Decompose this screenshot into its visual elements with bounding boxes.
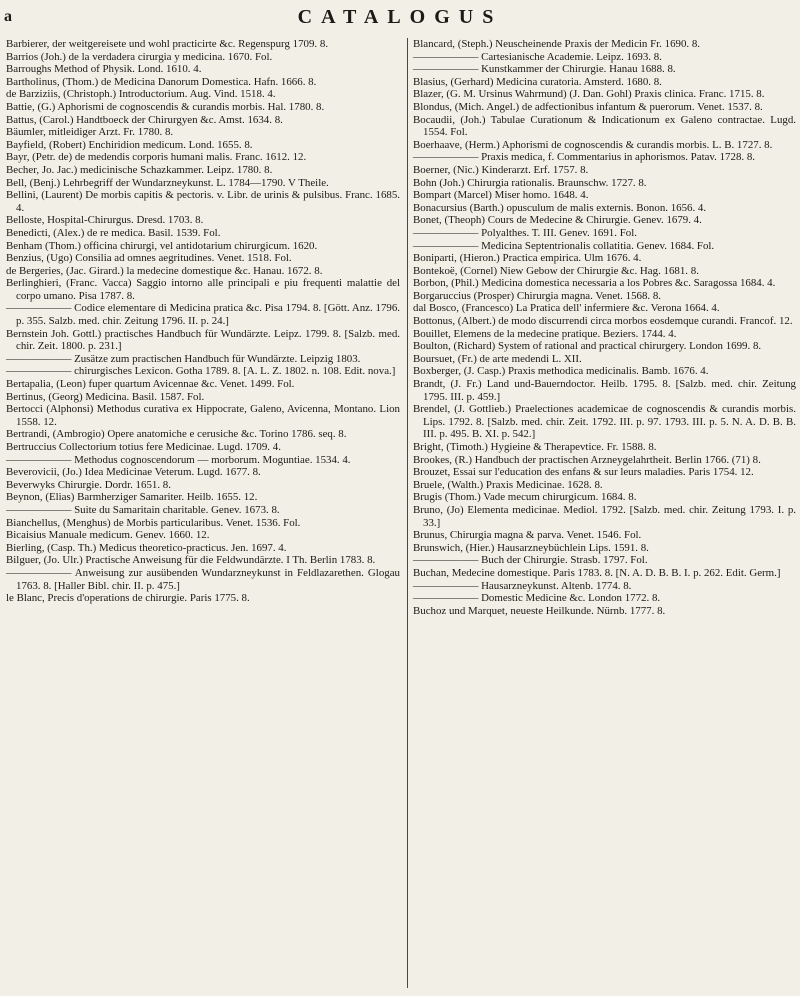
catalog-entry: Boniparti, (Hieron.) Practica empirica. Ulm 1676. 4. bbox=[413, 252, 642, 265]
catalog-entry: Bruele, (Walth.) Praxis Medicinae. 1628. 8. bbox=[413, 478, 603, 491]
catalog-entry: Bocaudii, (Joh.) Tabulae Curationum & Indicationum ex Galeno contractae. Lugd. 1554. Fol. bbox=[413, 113, 796, 139]
catalog-entry: Bianchellus, (Menghus) de Morbis particularibus. Venet. 1536. Fol. bbox=[6, 516, 301, 529]
catalog-entry: Brugis (Thom.) Vade mecum chirurgicum. 1684. 8. bbox=[413, 491, 637, 504]
catalog-entry: Becher, Jo. Jac.) medicinische Schazkammer. Leipz. 1780. 8. bbox=[6, 163, 273, 176]
catalog-entry: Brendel, (J. Gottlieb.) Praelectiones academicae de cognoscendis & curandis morbis. Lips. 1792. 8. [Salzb. med. chir. Zeit. 1792. III. p. 97. 1793. III. p. 5. N. A. D. B. B. III. p. 495. B. XI. p. 542.] bbox=[413, 403, 796, 441]
catalog-entry: —————— Cartesianische Academie. Leipz. 1693. 8. bbox=[413, 50, 662, 63]
catalog-entry: Bertruccius Collectorium totius fere Medicinae. Lugd. 1709. 4. bbox=[6, 441, 281, 453]
catalog-entry: Buchan, Medecine domestique. Paris 1783. 8. [N. A. D. B. B. I. p. 262. Edit. Germ.] bbox=[413, 566, 781, 579]
catalog-entry: Bottonus, (Albert.) de modo discurrendi circa morbos eosdemque curandi. Francof. 12. bbox=[413, 315, 793, 328]
catalog-entry: —————— Polyalthes. T. III. Genev. 1691. Fol. bbox=[413, 226, 637, 239]
catalog-entry: Benham (Thom.) officina chirurgi, vel antidotarium chirurgicum. 1620. bbox=[6, 239, 318, 252]
text-columns bbox=[6, 38, 796, 988]
catalog-entry: Bertocci (Alphonsi) Methodus curativa ex Hippocrate, Galeno, Avicenna, Montano. Lion 1558. 12. bbox=[6, 403, 400, 428]
page-number: a bbox=[4, 8, 12, 25]
catalog-entry: —————— Anweisung zur ausübenden Wundarzneykunst in Feldlazarethen. Glogau 1763. 8. [Haller Bibl. chir. II. p. 475.] bbox=[6, 566, 400, 592]
catalog-entry: Bayr, (Petr. de) de medendis corporis humani malis. Franc. 1612. 12. bbox=[6, 151, 307, 164]
catalog-entry: —————— Medicina Septentrionalis collatitia. Genev. 1684. Fol. bbox=[413, 239, 715, 252]
catalog-entry: Bell, (Benj.) Lehrbegriff der Wundarzneykunst. L. 1784—1790. V Theile. bbox=[6, 176, 329, 189]
catalog-entry: Brunswich, (Hier.) Hausarzneybüchlein Lips. 1591. 8. bbox=[413, 541, 649, 554]
catalog-entry: Bartholinus, (Thom.) de Medicina Danorum Domestica. Hafn. 1666. 8. bbox=[6, 75, 317, 88]
catalog-entry: Boulton, (Richard) System of rational and practical chirurgery. London 1699. 8. bbox=[413, 340, 762, 353]
catalog-entry: Boxberger, (J. Casp.) Praxis methodica medicinalis. Bamb. 1676. 4. bbox=[413, 365, 709, 378]
catalog-entry: —————— Kunstkammer der Chirurgie. Hanau 1688. 8. bbox=[413, 63, 676, 76]
catalog-entry: dal Bosco, (Francesco) La Pratica dell' infermiere &c. Verona 1664. 4. bbox=[413, 302, 720, 315]
catalog-entry: —————— Methodus cognoscendorum — morborum. Moguntiae. 1534. 4. bbox=[6, 453, 351, 466]
catalog-entry: Barrios (Joh.) de la verdadera cirurgia y medicina. 1670. Fol. bbox=[6, 50, 273, 63]
catalog-entry: Bonet, (Theoph) Cours de Medecine & Chirurgie. Genev. 1679. 4. bbox=[413, 214, 702, 227]
catalog-entry: Bruno, (Jo) Elementa medicinae. Mediol. 1792. [Salzb. med. chir. Zeitung 1793. I. p. 33.] bbox=[413, 503, 796, 529]
catalog-entry: Bohn (Joh.) Chirurgia rationalis. Braunschw. 1727. 8. bbox=[413, 176, 647, 189]
catalog-entry: —————— Codice elementare di Medicina pratica &c. Pisa 1794. 8. [Gött. Anz. 1796. p. 355. Salzb. med. chir. Zeitung 1796. II. p. 24.] bbox=[6, 302, 400, 328]
catalog-entry: Beverwyks Chirurgie. Dordr. 1651. 8. bbox=[6, 478, 171, 491]
catalog-entry: Battus, (Carol.) Handtboeck der Chirurgyen &c. Amst. 1634. 8. bbox=[6, 113, 283, 126]
catalog-entry: Brunus, Chirurgia magna & parva. Venet. 1546. Fol. bbox=[413, 529, 642, 542]
catalog-entry: de Barziziis, (Christoph.) Introductorium. Aug. Vind. 1518. 4. bbox=[6, 88, 276, 101]
catalog-entry: —————— Zusätze zum practischen Handbuch für Wundärzte. Leipzig 1803. bbox=[6, 352, 361, 365]
catalog-entry: Bright, (Timoth.) Hygieine & Therapevtice. Fr. 1588. 8. bbox=[413, 441, 657, 453]
catalog-entry: Bäumler, mitleidiger Arzt. Fr. 1780. 8. bbox=[6, 126, 174, 139]
catalog-entry: Blancard, (Steph.) Neuscheinende Praxis der Medicin Fr. 1690. 8. bbox=[413, 38, 701, 50]
catalog-entry: Brouzet, Essai sur l'education des enfans & sur leurs maladies. Paris 1754. 12. bbox=[413, 466, 754, 479]
catalog-entry: Barroughs Method of Physik. Lond. 1610. 4. bbox=[6, 63, 202, 76]
catalog-entry: Bouillet, Elemens de la medecine pratique. Beziers. 1744. 4. bbox=[413, 327, 677, 340]
catalog-entry: Bontekoë, (Cornel) Niew Gebow der Chirurgie &c. Hag. 1681. 8. bbox=[413, 264, 699, 277]
catalog-entry: —————— Suite du Samaritain charitable. Genev. 1673. 8. bbox=[6, 503, 280, 516]
catalog-entry: —————— Domestic Medicine &c. London 1772. 8. bbox=[413, 592, 661, 605]
catalog-entry: Battie, (G.) Aphorismi de cognoscendis & curandis morbis. Hal. 1780. 8. bbox=[6, 100, 325, 113]
catalog-entry: Boerner, (Nic.) Kinderarzt. Erf. 1757. 8. bbox=[413, 163, 589, 176]
catalog-entry: Buchoz und Marquet, neueste Heilkunde. Nürnb. 1777. 8. bbox=[413, 604, 666, 617]
catalog-entry: Borgaruccius (Prosper) Chirurgia magna. Venet. 1568. 8. bbox=[413, 289, 662, 302]
catalog-entry: Bertrandi, (Ambrogio) Opere anatomiche e cerusiche &c. Torino 1786. seq. 8. bbox=[6, 428, 347, 441]
catalog-entry: Bonacursius (Barth.) opusculum de malis externis. Bonon. 1656. 4. bbox=[413, 201, 707, 214]
catalog-entry: Beynon, (Elias) Barmherziger Samariter. Heilb. 1655. 12. bbox=[6, 491, 258, 504]
catalog-entry: —————— Praxis medica, f. Commentarius in aphorismos. Patav. 1728. 8. bbox=[413, 151, 756, 164]
column-divider bbox=[407, 38, 408, 988]
catalog-entry: Benzius, (Ugo) Consilia ad omnes aegritudines. Venet. 1518. Fol. bbox=[6, 252, 292, 265]
catalog-entry: —————— Hausarzneykunst. Altenb. 1774. 8. bbox=[413, 579, 632, 592]
catalog-entry: Brandt, (J. Fr.) Land und-Bauerndoctor. Heilb. 1795. 8. [Salzb. med. chir. Zeitung 1795. III. p. 459.] bbox=[413, 378, 796, 403]
catalog-entry: Borbon, (Phil.) Medicina domestica necessaria a los Pobres &c. Saragossa 1684. 4. bbox=[413, 277, 776, 290]
right-column bbox=[411, 38, 796, 988]
catalog-entry: Barbierer, der weitgereisete und wohl practicirte &c. Regenspurg 1709. 8. bbox=[6, 38, 329, 50]
catalog-entry: Beverovicii, (Jo.) Idea Medicinae Veterum. Lugd. 1677. 8. bbox=[6, 466, 261, 479]
catalog-entry: Bayfield, (Robert) Enchiridion medicum. Lond. 1655. 8. bbox=[6, 138, 253, 151]
catalog-entry: Belloste, Hospital-Chirurgus. Dresd. 1703. 8. bbox=[6, 214, 204, 227]
catalog-entry: Boursuet, (Fr.) de arte medendi L. XII. bbox=[413, 352, 582, 365]
catalog-entry: le Blanc, Precis d'operations de chirurgie. Paris 1775. 8. bbox=[6, 592, 250, 605]
catalog-entry: Bertinus, (Georg) Medicina. Basil. 1587. Fol. bbox=[6, 390, 205, 403]
page-header bbox=[0, 0, 800, 36]
catalog-entry: Bellini, (Laurent) De morbis capitis & pectoris. v. Libr. de urinis & pulsibus. Franc. 1685. 4. bbox=[6, 189, 400, 214]
catalog-entry: Berlinghieri, (Franc. Vacca) Saggio intorno alle principali e piu frequenti malattie del corpo umano. Pisa 1787. 8. bbox=[6, 277, 400, 302]
catalog-entry: Bilguer, (Jo. Ulr.) Practische Anweisung für die Feldwundärzte. I Th. Berlin 1783. 8. bbox=[6, 554, 376, 567]
catalog-entry: Bernstein Joh. Gottl.) practisches Handbuch für Wundärzte. Leipz. 1799. 8. [Salzb. med. chir. Zeit. 1800. p. 231.] bbox=[6, 327, 400, 353]
catalog-entry: Brookes, (R.) Handbuch der practischen Arzneygelahrtheit. Berlin 1766. (71) 8. bbox=[413, 453, 761, 466]
catalog-entry: Bertapalia, (Leon) fuper quartum Avicennae &c. Venet. 1499. Fol. bbox=[6, 378, 295, 391]
catalog-entry: Bompart (Marcel) Miser homo. 1648. 4. bbox=[413, 189, 589, 202]
catalog-entry: de Bergeries, (Jac. Girard.) la medecine domestique &c. Hanau. 1672. 8. bbox=[6, 264, 323, 277]
page-title: CATALOGUS bbox=[297, 6, 503, 28]
catalog-entry: Bierling, (Casp. Th.) Medicus theoretico-practicus. Jen. 1697. 4. bbox=[6, 541, 287, 554]
catalog-entry: Blondus, (Mich. Angel.) de adfectionibus infantum & puerorum. Venet. 1537. 8. bbox=[413, 100, 763, 113]
catalog-entry: Boerhaave, (Herm.) Aphorismi de cognoscendis & curandis morbis. L. B. 1727. 8. bbox=[413, 138, 773, 151]
catalog-entry: Bicaisius Manuale medicum. Genev. 1660. 12. bbox=[6, 529, 210, 542]
catalog-entry: Blazer, (G. M. Ursinus Wahrmund) (J. Dan. Gohl) Praxis clinica. Franc. 1715. 8. bbox=[413, 88, 765, 101]
left-column bbox=[6, 38, 404, 988]
catalog-entry: Blasius, (Gerhard) Medicina curatoria. Amsterd. 1680. 8. bbox=[413, 75, 662, 88]
catalog-entry: —————— chirurgisches Lexicon. Gotha 1789. 8. [A. L. Z. 1802. n. 108. Edit. nova.] bbox=[6, 365, 396, 378]
catalog-entry: Benedicti, (Alex.) de re medica. Basil. 1539. Fol. bbox=[6, 226, 221, 239]
catalog-entry: —————— Buch der Chirurgie. Strasb. 1797. Fol. bbox=[413, 554, 648, 567]
